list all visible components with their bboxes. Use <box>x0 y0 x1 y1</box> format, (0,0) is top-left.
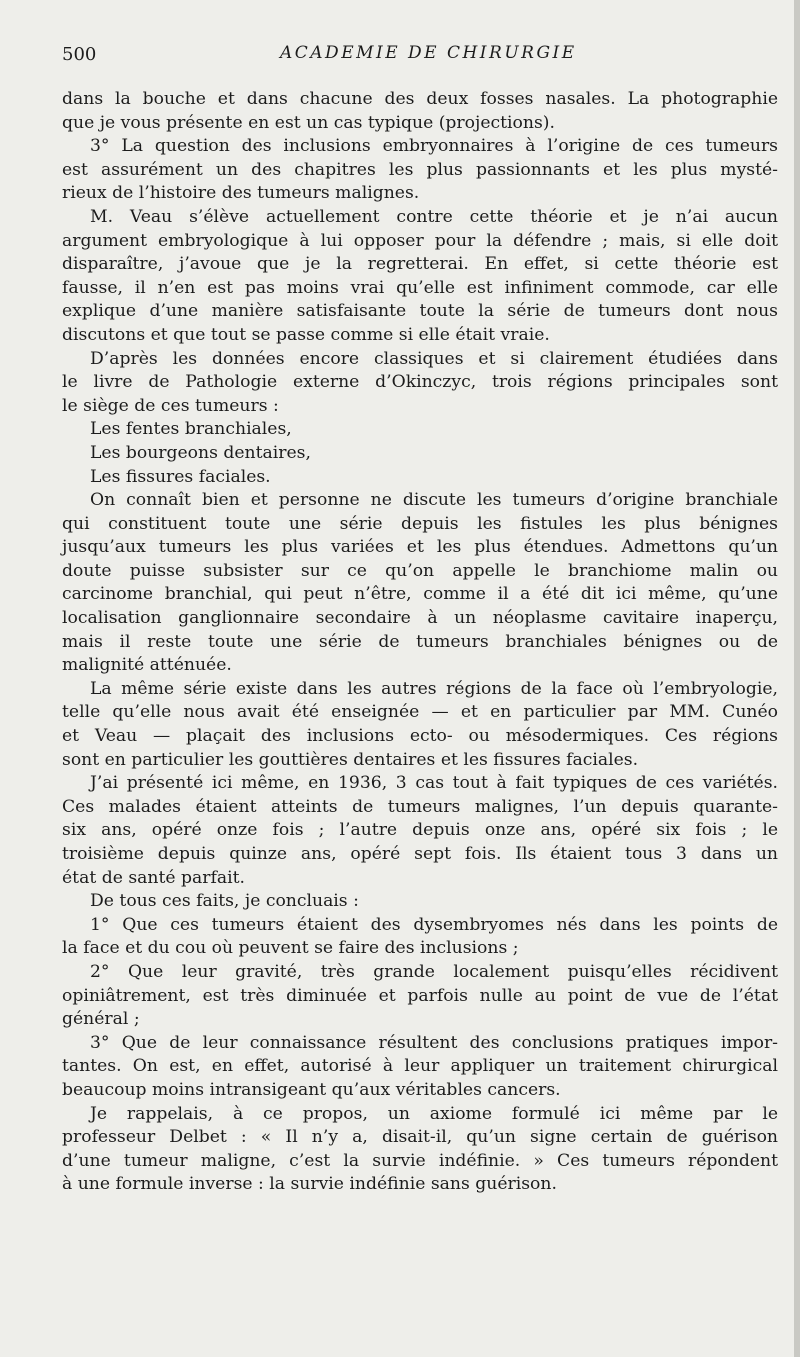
text-line: d’une tumeur maligne, c’est la survie indéfinie. » Ces tumeurs répondent <box>62 1150 778 1171</box>
text-line: que je vous présente en est un cas typique (projections). <box>62 112 555 133</box>
text-line: le livre de Pathologie externe d’Okinczyc, trois régions principales sont <box>62 372 778 393</box>
text-line: 3° Que de leur connaissance résultent des conclusions pratiques impor- <box>90 1032 778 1053</box>
text-line: opiniâtrement, est très diminuée et parfois nulle au point de vue de l’état <box>62 985 778 1006</box>
text-line: rieux de l’histoire des tumeurs malignes. <box>62 183 420 204</box>
text-line: On connaît bien et personne ne discute les tumeurs d’origine branchiale <box>90 490 778 511</box>
text-line: état de santé parfait. <box>62 867 245 888</box>
text-line: M. Veau s’élève actuellement contre cette théorie et je n’ai aucun <box>90 206 778 227</box>
text-line: dans la bouche et dans chacune des deux fosses nasales. La photographie <box>62 89 778 109</box>
text-line: doute puisse subsister sur ce qu’on appelle le branchiome malin ou <box>62 560 778 581</box>
text-line: et Veau — plaçait des inclusions ecto- ou mésodermiques. Ces régions <box>62 726 778 747</box>
text-line: professeur Delbet : « Il n’y a, disait-il, qu’un signe certain de guérison <box>62 1127 778 1148</box>
text-line: à une formule inverse : la survie indéfinie sans guérison. <box>62 1174 557 1195</box>
text-line: général ; <box>62 1009 140 1030</box>
text-line: tantes. On est, en effet, autorisé à leur appliquer un traitement chirurgical <box>62 1056 778 1077</box>
text-line: 2° Que leur gravité, très grande localement puisqu’elles récidivent <box>90 961 778 982</box>
text-line: carcinome branchial, qui peut n’être, comme il a été dit ici même, qu’une <box>62 584 778 605</box>
text-line: La même série existe dans les autres régions de la face où l’embryologie, <box>90 678 778 699</box>
text-line: J’ai présenté ici même, en 1936, 3 cas tout à fait typiques de ces variétés. <box>90 773 778 794</box>
text-line: telle qu’elle nous avait été enseignée — et en particulier par MM. Cunéo <box>62 702 778 723</box>
text-line: explique d’une manière satisfaisante toute la série de tumeurs dont nous <box>62 301 778 322</box>
text-line: Ces malades étaient atteints de tumeurs malignes, l’un depuis quarante- <box>62 796 778 817</box>
text-line: fausse, il n’en est pas moins vrai qu’elle est infiniment commode, car elle <box>62 277 778 298</box>
text-line: 1° Que ces tumeurs étaient des dysembryomes nés dans les points de <box>90 914 778 935</box>
text-line: Je rappelais, à ce propos, un axiome formulé ici même par le <box>90 1103 778 1124</box>
text-line: troisième depuis quinze ans, opéré sept fois. Ils étaient tous 3 dans un <box>62 844 778 864</box>
text-line: beaucoup moins intransigeant qu’aux véritables cancers. <box>62 1079 561 1100</box>
body-text <box>62 88 778 1197</box>
text-line: localisation ganglionnaire secondaire à un néoplasme cavitaire inaperçu, <box>62 608 778 629</box>
running-title: ACADEMIE DE CHIRURGIE <box>280 43 577 63</box>
text-line: D’après les données encore classiques et si clairement étudiées dans <box>90 348 778 369</box>
text-line: argument embryologique à lui opposer pour la défendre ; mais, si elle doit <box>62 230 778 251</box>
text-line: six ans, opéré onze fois ; l’autre depuis onze ans, opéré six fois ; le <box>62 820 778 841</box>
page-edge-shadow <box>794 0 800 1357</box>
text-line: la face et du cou où peuvent se faire des inclusions ; <box>62 938 519 959</box>
text-line: Les fissures faciales. <box>90 466 271 487</box>
text-line: malignité atténuée. <box>62 655 232 676</box>
text-line: le siège de ces tumeurs : <box>62 395 279 416</box>
text-line: jusqu’aux tumeurs les plus variées et les plus étendues. Admettons qu’un <box>62 537 778 558</box>
text-line: mais il reste toute une série de tumeurs branchiales bénignes ou de <box>62 631 778 652</box>
text-line: De tous ces faits, je concluais : <box>90 891 359 912</box>
text-line: est assurément un des chapitres les plus passionnants et les plus mysté- <box>62 159 778 180</box>
text-line: Les fentes branchiales, <box>90 419 292 440</box>
text-line: Les bourgeons dentaires, <box>90 442 311 463</box>
page-number: 500 <box>62 44 97 65</box>
text-line: sont en particulier les gouttières dentaires et les fissures faciales. <box>62 749 639 770</box>
text-line: discutons et que tout se passe comme si elle était vraie. <box>62 324 550 345</box>
text-line: qui constituent toute une série depuis les fistules les plus bénignes <box>62 513 778 534</box>
text-line: disparaître, j’avoue que je la regretterai. En effet, si cette théorie est <box>62 254 778 275</box>
text-line: 3° La question des inclusions embryonnaires à l’origine de ces tumeurs <box>90 136 778 157</box>
